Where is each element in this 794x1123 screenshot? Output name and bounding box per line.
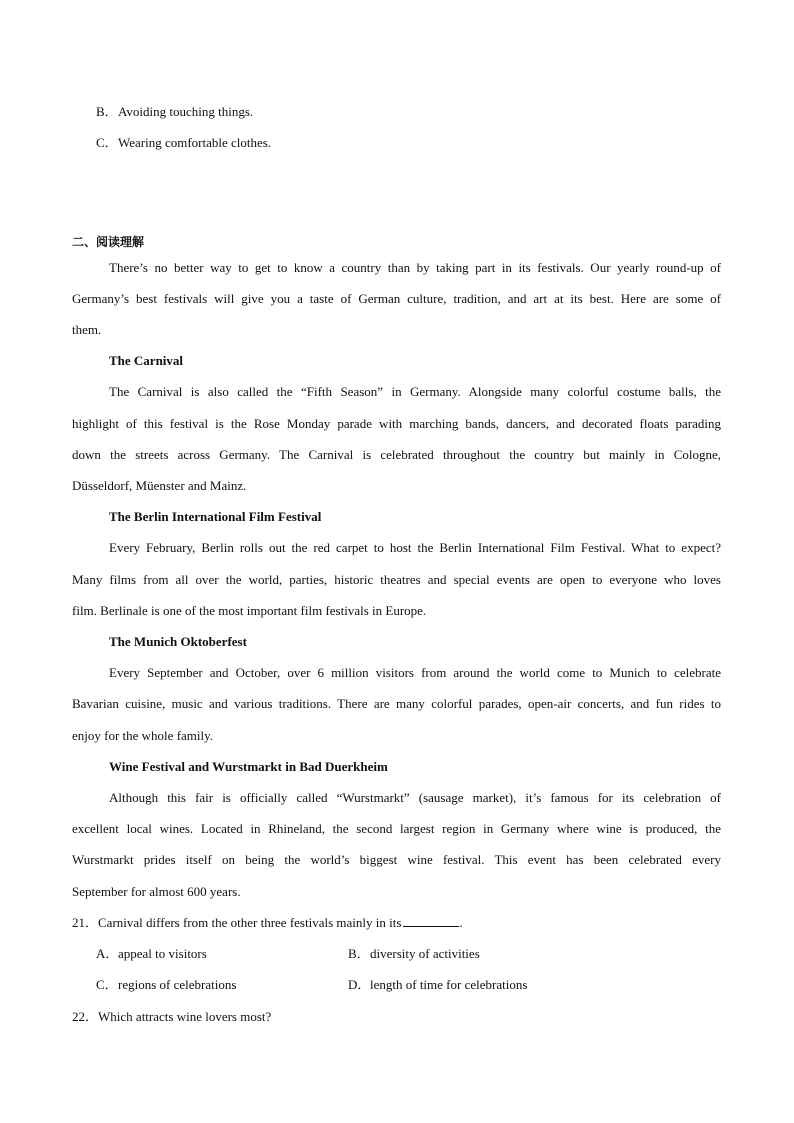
option-letter: C． — [96, 135, 118, 150]
prev-option-b — [96, 104, 253, 120]
section-title: 二、阅读理解 — [72, 235, 145, 249]
intro-line-1: There’s no better way to get to know a country than by taking part in its festivals. Our yearly round-up of — [109, 260, 721, 275]
option-letter: C． — [96, 977, 118, 992]
wine-heading: Wine Festival and Wurstmarkt in Bad Duerkheim — [109, 759, 388, 774]
q21-option-b[interactable] — [348, 946, 480, 962]
carnival-line-4: Düsseldorf, Müenster and Mainz. — [72, 478, 247, 493]
intro-line-2: Germany’s best festivals will give you a taste of German culture, tradition, and art at its best. Here are some of — [72, 291, 721, 306]
question-22 — [72, 1009, 271, 1025]
question-number: 21． — [72, 915, 99, 930]
munich-line-3: enjoy for the whole family. — [72, 728, 214, 743]
berlin-line-2: Many films from all over the world, parties, historic theatres and special events are open to everyone who loves — [72, 572, 721, 587]
munich-line-2: Bavarian cuisine, music and various traditions. There are many colorful parades, open-air concerts, and fun rides to — [72, 696, 721, 711]
q21-option-c[interactable] — [96, 977, 236, 993]
berlin-line-1: Every February, Berlin rolls out the red carpet to host the Berlin International Film Festival. What to expect? — [109, 540, 721, 555]
carnival-line-3: down the streets across Germany. The Carnival is celebrated throughout the country but mainly in Cologne, — [72, 447, 721, 462]
option-text: diversity of activities — [370, 946, 480, 961]
option-letter: B． — [348, 946, 370, 961]
wine-line-3: Wurstmarkt prides itself on being the world’s biggest wine festival. This event has been celebrated every — [72, 852, 721, 867]
berlin-heading: The Berlin International Film Festival — [109, 509, 322, 524]
option-letter: B． — [96, 104, 118, 119]
wine-line-4: September for almost 600 years. — [72, 884, 241, 899]
prev-option-c — [96, 135, 271, 151]
question-21 — [72, 915, 463, 931]
berlin-line-3: film. Berlinale is one of the most important film festivals in Europe. — [72, 603, 427, 618]
intro-line-3: them. — [72, 322, 102, 337]
question-end: . — [459, 915, 463, 930]
answer-blank — [403, 915, 459, 927]
option-text: Wearing comfortable clothes. — [118, 135, 272, 150]
munich-line-1: Every September and October, over 6 million visitors from around the world come to Munich to celebrate — [109, 665, 721, 680]
question-stem: Carnival differs from the other three festivals mainly in its — [98, 915, 402, 930]
q21-option-d[interactable] — [348, 977, 527, 993]
question-stem: Which attracts wine lovers most? — [98, 1009, 272, 1024]
option-letter: A． — [96, 946, 119, 961]
wine-line-1: Although this fair is officially called “Wurstmarkt” (sausage market), it’s famous for its celebration of — [109, 790, 721, 805]
option-text: regions of celebrations — [118, 977, 237, 992]
carnival-heading: The Carnival — [109, 353, 184, 368]
option-text: appeal to visitors — [118, 946, 207, 961]
munich-heading: The Munich Oktoberfest — [109, 634, 247, 649]
wine-line-2: excellent local wines. Located in Rhineland, the second largest region in Germany where wine is produced, the — [72, 821, 721, 836]
q21-option-a[interactable] — [96, 946, 207, 962]
option-text: Avoiding touching things. — [118, 104, 254, 119]
carnival-line-1: The Carnival is also called the “Fifth Season” in Germany. Alongside many colorful costume balls, the — [109, 384, 721, 399]
option-letter: D． — [348, 977, 371, 992]
question-number: 22． — [72, 1009, 99, 1024]
option-text: length of time for celebrations — [370, 977, 528, 992]
carnival-line-2: highlight of this festival is the Rose Monday parade with marching bands, dancers, and decorated floats parading — [72, 416, 721, 431]
